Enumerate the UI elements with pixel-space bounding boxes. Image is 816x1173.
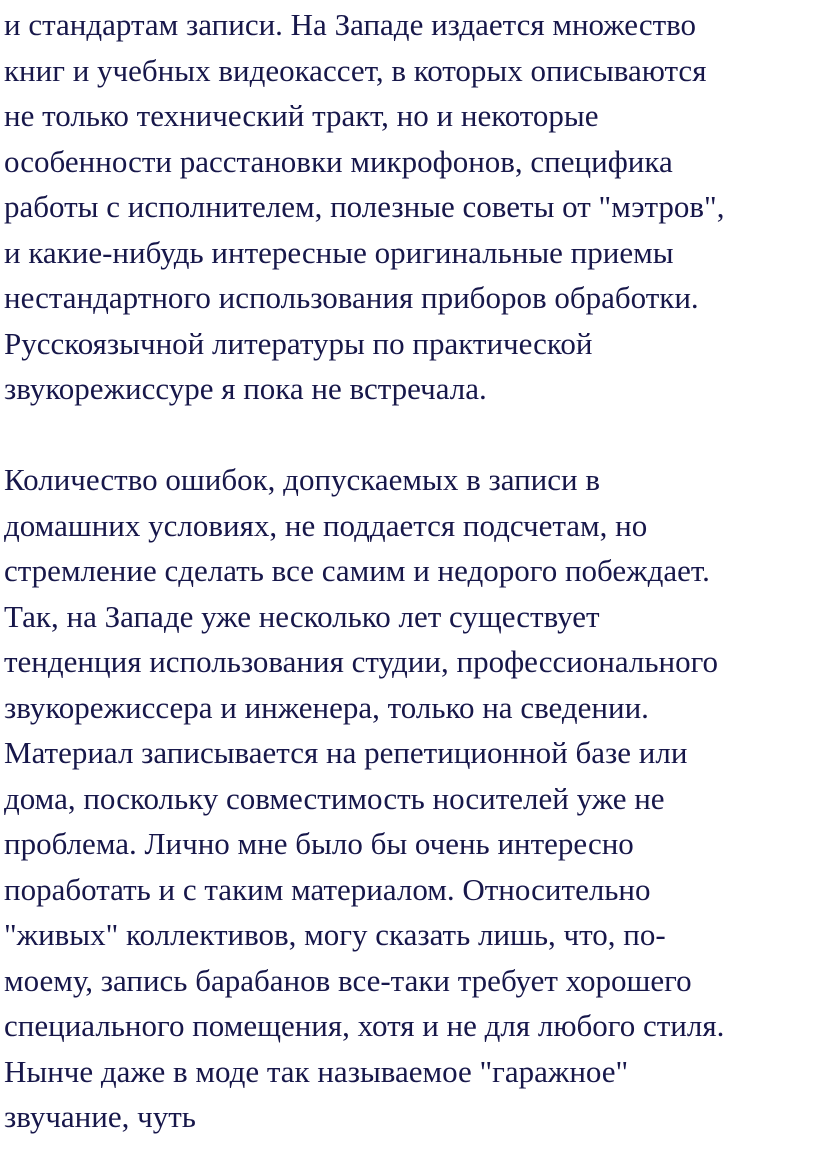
text-line: "живых" коллективов, могу сказать лишь, что, по- [4,917,666,952]
text-line: нестандартного использования приборов обработки. [4,280,699,315]
paragraph-spacer [4,412,812,458]
text-line: специального помещения, хотя и не для любого стиля. [4,1008,725,1043]
paragraph [4,2,812,412]
text-line: не только технический тракт, но и некоторые [4,98,599,133]
text-line: и стандартам записи. На Западе издается множество [4,7,697,42]
paragraph [4,457,812,1140]
text-line: и какие-нибудь интересные оригинальные приемы [4,234,674,270]
text-line: Материал записывается на репетиционной базе или [4,735,688,770]
text-line: проблема. Лично мне было бы очень интересно [4,826,634,861]
text-line: Русскоязычной литературы по практической [4,325,593,361]
text-line: тенденция использования студии, профессионального [4,644,719,679]
text-line: особенности расстановки микрофонов, специфика [4,143,673,179]
text-line: звучание, чуть [4,1099,196,1134]
text-line: Так, на Западе уже несколько лет существует [4,598,600,634]
text-line: звукорежиссера и инженера, только на сведении. [4,689,649,725]
text-line: работы с исполнителем, полезные советы от "мэтров", [4,189,725,224]
text-line: моему, запись барабанов все-таки требует хорошего [4,962,692,998]
document-page [4,2,812,1140]
text-line: Нынче даже в моде так называемое "гаражное" [4,1053,629,1089]
text-line: Количество ошибок, допускаемых в записи в [4,462,601,497]
text-line: домашних условиях, не поддается подсчетам, но [4,507,648,543]
text-line: дома, поскольку совместимость носителей уже не [4,780,665,816]
text-line: стремление сделать все самим и недорого побеждает. [4,553,710,588]
text-line: звукорежиссуре я пока не встречала. [4,371,487,406]
text-line: поработать и с таким материалом. Относительно [4,871,651,907]
text-line: книг и учебных видеокассет, в которых описываются [4,52,707,88]
